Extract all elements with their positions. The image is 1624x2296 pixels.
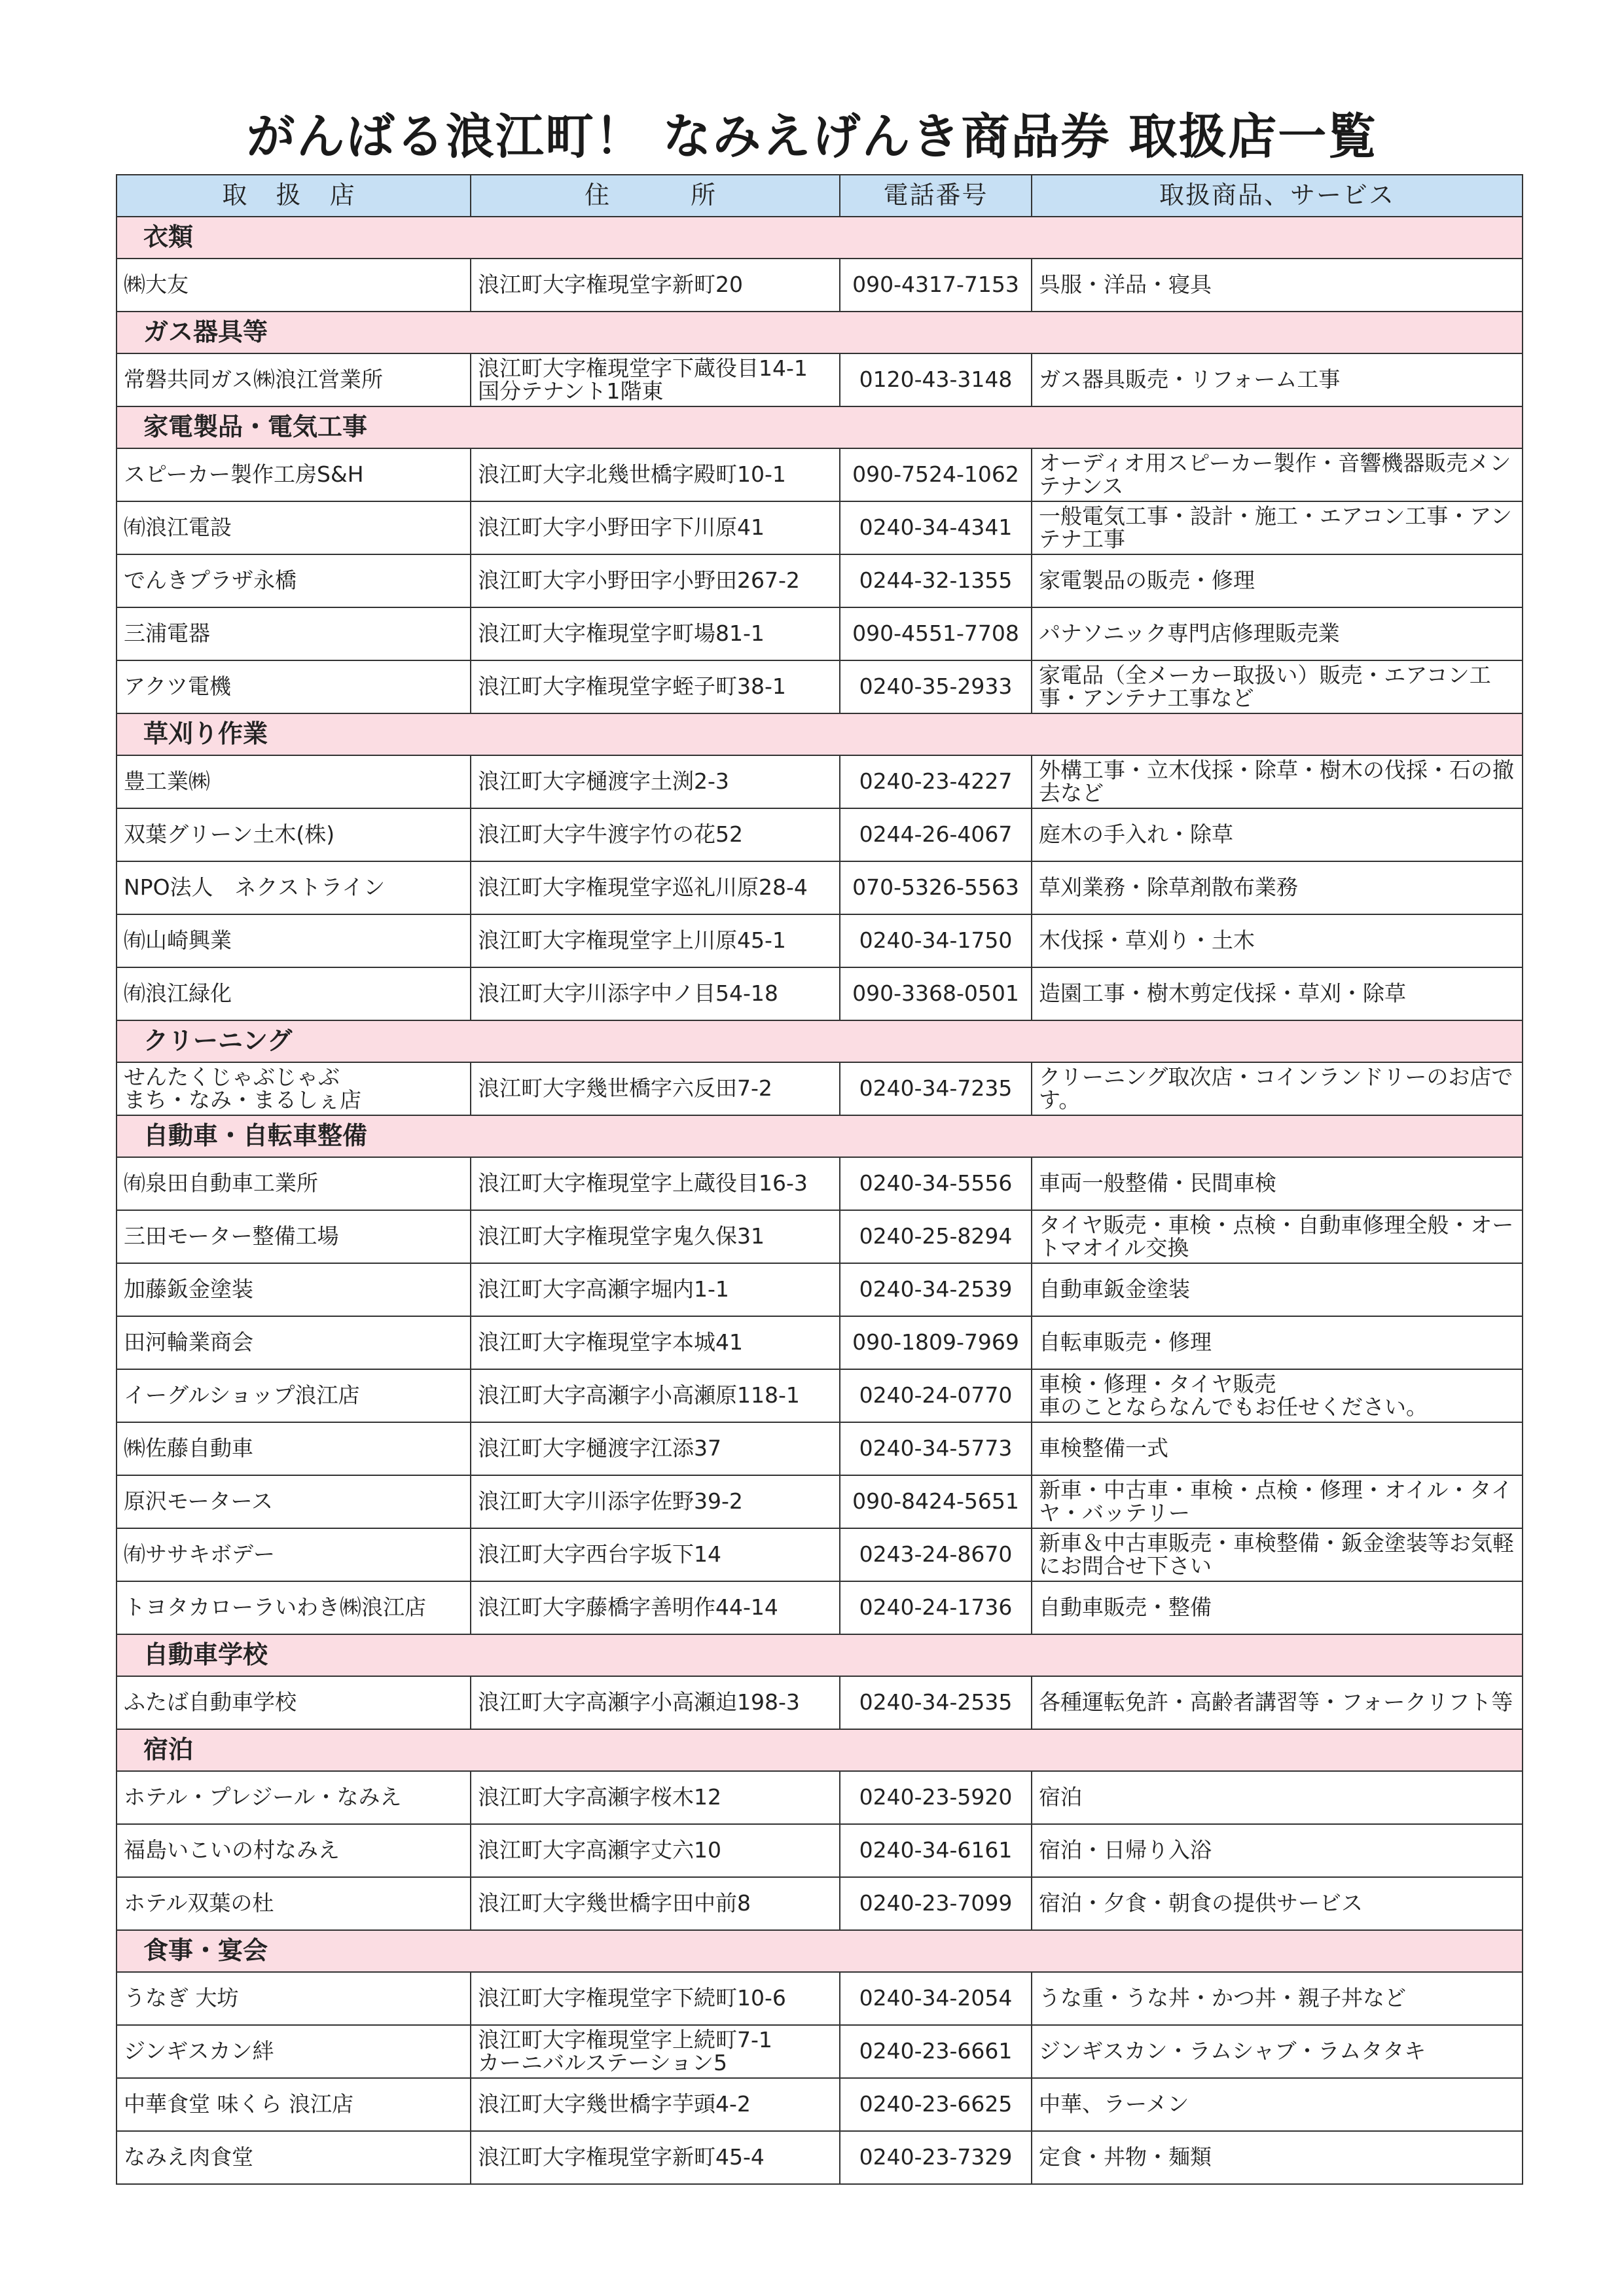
table-row xyxy=(117,448,1523,501)
address-cell: 浪江町大字高瀬字桜木12 xyxy=(471,1771,840,1824)
category-row xyxy=(117,713,1523,755)
header-shop: 取 扱 店 xyxy=(117,175,471,217)
address-cell: 浪江町大字西台字坂下14 xyxy=(471,1528,840,1581)
tel-cell: 0240-24-1736 xyxy=(840,1581,1032,1634)
address-cell: 浪江町大字高瀬字堀内1-1 xyxy=(471,1263,840,1316)
address-cell: 浪江町大字権現堂字下蔵役目14-1 国分テナント1階東 xyxy=(471,353,840,406)
address-cell: 浪江町大字権現堂字本城41 xyxy=(471,1316,840,1369)
service-cell: 自動車鈑金塗装 xyxy=(1032,1263,1523,1316)
service-cell: タイヤ販売・車検・点検・自動車修理全般・オートマオイル交換 xyxy=(1032,1210,1523,1263)
tel-cell: 090-4551-7708 xyxy=(840,607,1032,660)
tel-cell: 090-1809-7969 xyxy=(840,1316,1032,1369)
table-row xyxy=(117,1771,1523,1824)
tel-cell: 090-3368-0501 xyxy=(840,967,1032,1020)
shop-name-cell: でんきプラザ永橋 xyxy=(117,554,471,607)
service-cell: 定食・丼物・麺類 xyxy=(1032,2131,1523,2184)
shop-name-cell: トヨタカローラいわき㈱浪江店 xyxy=(117,1581,471,1634)
tel-cell: 090-4317-7153 xyxy=(840,259,1032,312)
shop-name-cell: NPO法人 ネクストライン xyxy=(117,861,471,914)
tel-cell: 090-8424-5651 xyxy=(840,1475,1032,1528)
table-row xyxy=(117,501,1523,554)
tel-cell: 0243-24-8670 xyxy=(840,1528,1032,1581)
shop-name-cell: 福島いこいの村なみえ xyxy=(117,1824,471,1877)
shop-name-cell: 豊工業㈱ xyxy=(117,755,471,808)
table-row xyxy=(117,1210,1523,1263)
tel-cell: 0240-24-0770 xyxy=(840,1369,1032,1422)
table-row xyxy=(117,1062,1523,1115)
service-cell: 各種運転免許・高齢者講習等・フォークリフト等 xyxy=(1032,1676,1523,1729)
address-cell: 浪江町大字幾世橋字芋頭4-2 xyxy=(471,2078,840,2131)
service-cell: 新車・中古車・車検・点検・修理・オイル・タイヤ・バッテリー xyxy=(1032,1475,1523,1528)
shop-name-cell: ㈱佐藤自動車 xyxy=(117,1422,471,1475)
tel-cell: 0244-26-4067 xyxy=(840,808,1032,861)
shop-name-cell: ㈲浪江電設 xyxy=(117,501,471,554)
tel-cell: 0240-34-2054 xyxy=(840,1972,1032,2025)
shop-name-cell: ㈱大友 xyxy=(117,259,471,312)
header-service: 取扱商品、サービス xyxy=(1032,175,1523,217)
service-cell: オーディオ用スピーカー製作・音響機器販売メンテナンス xyxy=(1032,448,1523,501)
category-label: 衣類 xyxy=(117,217,1523,259)
service-cell: 自動車販売・整備 xyxy=(1032,1581,1523,1634)
address-cell: 浪江町大字権現堂字下続町10-6 xyxy=(471,1972,840,2025)
tel-cell: 0240-25-8294 xyxy=(840,1210,1032,1263)
address-cell: 浪江町大字川添字中ノ目54-18 xyxy=(471,967,840,1020)
category-label: 草刈り作業 xyxy=(117,713,1523,755)
shop-name-cell: 双葉グリーン土木(株) xyxy=(117,808,471,861)
table-row xyxy=(117,607,1523,660)
tel-cell: 0240-23-7329 xyxy=(840,2131,1032,2184)
category-row xyxy=(117,1115,1523,1157)
shop-name-cell: イーグルショップ浪江店 xyxy=(117,1369,471,1422)
service-cell: 中華、ラーメン xyxy=(1032,2078,1523,2131)
table-row xyxy=(117,1475,1523,1528)
service-cell: 呉服・洋品・寝具 xyxy=(1032,259,1523,312)
shop-name-cell: 三田モーター整備工場 xyxy=(117,1210,471,1263)
tel-cell: 0240-34-4341 xyxy=(840,501,1032,554)
page-title: がんばる浪江町！ なみえげんき商品券 取扱店一覧 xyxy=(246,109,1378,165)
service-cell: 造園工事・樹木剪定伐採・草刈・除草 xyxy=(1032,967,1523,1020)
shop-name-cell: 加藤鈑金塗装 xyxy=(117,1263,471,1316)
address-cell: 浪江町大字権現堂字巡礼川原28-4 xyxy=(471,861,840,914)
table-row xyxy=(117,914,1523,967)
table-row xyxy=(117,755,1523,808)
table-row xyxy=(117,554,1523,607)
table-row xyxy=(117,1422,1523,1475)
shop-name-cell: アクツ電機 xyxy=(117,660,471,713)
header-tel: 電話番号 xyxy=(840,175,1032,217)
category-label: 家電製品・電気工事 xyxy=(117,406,1523,448)
service-cell: クリーニング取次店・コインランドリーのお店です。 xyxy=(1032,1062,1523,1115)
tel-cell: 0240-34-1750 xyxy=(840,914,1032,967)
address-cell: 浪江町大字小野田字下川原41 xyxy=(471,501,840,554)
service-cell: 草刈業務・除草剤散布業務 xyxy=(1032,861,1523,914)
table-row xyxy=(117,1369,1523,1422)
table-row xyxy=(117,2078,1523,2131)
shop-name-cell: ホテル・プレジール・なみえ xyxy=(117,1771,471,1824)
tel-cell: 0240-23-7099 xyxy=(840,1877,1032,1930)
shop-name-cell: 原沢モータース xyxy=(117,1475,471,1528)
shop-name-cell: ㈲山崎興業 xyxy=(117,914,471,967)
tel-cell: 0240-34-5773 xyxy=(840,1422,1032,1475)
tel-cell: 0240-34-6161 xyxy=(840,1824,1032,1877)
table-row xyxy=(117,1581,1523,1634)
address-cell: 浪江町大字権現堂字新町20 xyxy=(471,259,840,312)
service-cell: 一般電気工事・設計・施工・エアコン工事・アンテナ工事 xyxy=(1032,501,1523,554)
tel-cell: 090-7524-1062 xyxy=(840,448,1032,501)
tel-cell: 0120-43-3148 xyxy=(840,353,1032,406)
address-cell: 浪江町大字幾世橋字田中前8 xyxy=(471,1877,840,1930)
service-cell: うな重・うな丼・かつ丼・親子丼など xyxy=(1032,1972,1523,2025)
category-label: 宿泊 xyxy=(117,1729,1523,1771)
table-row xyxy=(117,1528,1523,1581)
category-row xyxy=(117,1020,1523,1062)
service-cell: ガス器具販売・リフォーム工事 xyxy=(1032,353,1523,406)
category-row xyxy=(117,1634,1523,1676)
table-row xyxy=(117,660,1523,713)
table-row xyxy=(117,1824,1523,1877)
shop-name-cell: なみえ肉食堂 xyxy=(117,2131,471,2184)
service-cell: ジンギスカン・ラムシャブ・ラムタタキ xyxy=(1032,2025,1523,2078)
tel-cell: 0240-34-5556 xyxy=(840,1157,1032,1210)
header-address: 住 所 xyxy=(471,175,840,217)
service-cell: パナソニック専門店修理販売業 xyxy=(1032,607,1523,660)
address-cell: 浪江町大字高瀬字小高瀬迫198-3 xyxy=(471,1676,840,1729)
service-cell: 外構工事・立木伐採・除草・樹木の伐採・石の撤去など xyxy=(1032,755,1523,808)
tel-cell: 0240-23-6625 xyxy=(840,2078,1032,2131)
table-row xyxy=(117,259,1523,312)
table-row xyxy=(117,967,1523,1020)
service-cell: 宿泊・日帰り入浴 xyxy=(1032,1824,1523,1877)
tel-cell: 0240-35-2933 xyxy=(840,660,1032,713)
table-row xyxy=(117,1972,1523,2025)
service-cell: 自転車販売・修理 xyxy=(1032,1316,1523,1369)
category-row xyxy=(117,406,1523,448)
address-cell: 浪江町大字北幾世橋字殿町10-1 xyxy=(471,448,840,501)
shop-name-cell: うなぎ 大坊 xyxy=(117,1972,471,2025)
address-cell: 浪江町大字権現堂字町場81-1 xyxy=(471,607,840,660)
category-label: クリーニング xyxy=(117,1020,1523,1062)
address-cell: 浪江町大字幾世橋字六反田7-2 xyxy=(471,1062,840,1115)
shop-name-cell: ㈲泉田自動車工業所 xyxy=(117,1157,471,1210)
table-header-row xyxy=(117,175,1523,217)
service-cell: 宿泊 xyxy=(1032,1771,1523,1824)
table-row xyxy=(117,1157,1523,1210)
shop-name-cell: ジンギスカン絆 xyxy=(117,2025,471,2078)
category-row xyxy=(117,1930,1523,1972)
table-row xyxy=(117,2025,1523,2078)
table-row xyxy=(117,1676,1523,1729)
shop-name-cell: ふたば自動車学校 xyxy=(117,1676,471,1729)
address-cell: 浪江町大字権現堂字上続町7-1 カーニバルステーション5 xyxy=(471,2025,840,2078)
address-cell: 浪江町大字小野田字小野田267-2 xyxy=(471,554,840,607)
address-cell: 浪江町大字藤橋字善明作44-14 xyxy=(471,1581,840,1634)
category-label: 自動車・自転車整備 xyxy=(117,1115,1523,1157)
table-row xyxy=(117,808,1523,861)
service-cell: 車両一般整備・民間車検 xyxy=(1032,1157,1523,1210)
address-cell: 浪江町大字権現堂字上蔵役目16-3 xyxy=(471,1157,840,1210)
service-cell: 車検・修理・タイヤ販売 車のことならなんでもお任せください。 xyxy=(1032,1369,1523,1422)
address-cell: 浪江町大字樋渡字江添37 xyxy=(471,1422,840,1475)
service-cell: 新車＆中古車販売・車検整備・鈑金塗装等お気軽にお問合せ下さい xyxy=(1032,1528,1523,1581)
shop-name-cell: ㈲ササキボデー xyxy=(117,1528,471,1581)
address-cell: 浪江町大字高瀬字小高瀬原118-1 xyxy=(471,1369,840,1422)
tel-cell: 0240-23-5920 xyxy=(840,1771,1032,1824)
address-cell: 浪江町大字牛渡字竹の花52 xyxy=(471,808,840,861)
shop-name-cell: スピーカー製作工房S&H xyxy=(117,448,471,501)
table-row xyxy=(117,1316,1523,1369)
table-row xyxy=(117,2131,1523,2184)
service-cell: 車検整備一式 xyxy=(1032,1422,1523,1475)
tel-cell: 0240-23-6661 xyxy=(840,2025,1032,2078)
table-row xyxy=(117,1263,1523,1316)
category-label: ガス器具等 xyxy=(117,312,1523,353)
table-row xyxy=(117,353,1523,406)
table-row xyxy=(117,1877,1523,1930)
category-label: 食事・宴会 xyxy=(117,1930,1523,1972)
shop-list-table xyxy=(116,174,1523,2185)
category-row xyxy=(117,1729,1523,1771)
address-cell: 浪江町大字川添字佐野39-2 xyxy=(471,1475,840,1528)
tel-cell: 0240-34-2535 xyxy=(840,1676,1032,1729)
tel-cell: 0244-32-1355 xyxy=(840,554,1032,607)
shop-name-cell: 三浦電器 xyxy=(117,607,471,660)
shop-name-cell: ホテル双葉の杜 xyxy=(117,1877,471,1930)
shop-name-cell: 常磐共同ガス㈱浪江営業所 xyxy=(117,353,471,406)
tel-cell: 0240-34-2539 xyxy=(840,1263,1032,1316)
category-label: 自動車学校 xyxy=(117,1634,1523,1676)
service-cell: 庭木の手入れ・除草 xyxy=(1032,808,1523,861)
category-row xyxy=(117,217,1523,259)
tel-cell: 0240-34-7235 xyxy=(840,1062,1032,1115)
address-cell: 浪江町大字権現堂字新町45-4 xyxy=(471,2131,840,2184)
shop-name-cell: 田河輪業商会 xyxy=(117,1316,471,1369)
shop-name-cell: せんたくじゃぶじゃぶ まち・なみ・まるしぇ店 xyxy=(117,1062,471,1115)
address-cell: 浪江町大字権現堂字蛭子町38-1 xyxy=(471,660,840,713)
table-row xyxy=(117,861,1523,914)
category-row xyxy=(117,312,1523,353)
address-cell: 浪江町大字高瀬字丈六10 xyxy=(471,1824,840,1877)
tel-cell: 070-5326-5563 xyxy=(840,861,1032,914)
service-cell: 家電品（全メーカー取扱い）販売・エアコン工事・アンテナ工事など xyxy=(1032,660,1523,713)
address-cell: 浪江町大字樋渡字土渕2-3 xyxy=(471,755,840,808)
address-cell: 浪江町大字権現堂字鬼久保31 xyxy=(471,1210,840,1263)
address-cell: 浪江町大字権現堂字上川原45-1 xyxy=(471,914,840,967)
shop-name-cell: 中華食堂 味くら 浪江店 xyxy=(117,2078,471,2131)
service-cell: 木伐採・草刈り・土木 xyxy=(1032,914,1523,967)
service-cell: 家電製品の販売・修理 xyxy=(1032,554,1523,607)
service-cell: 宿泊・夕食・朝食の提供サービス xyxy=(1032,1877,1523,1930)
tel-cell: 0240-23-4227 xyxy=(840,755,1032,808)
shop-name-cell: ㈲浪江緑化 xyxy=(117,967,471,1020)
